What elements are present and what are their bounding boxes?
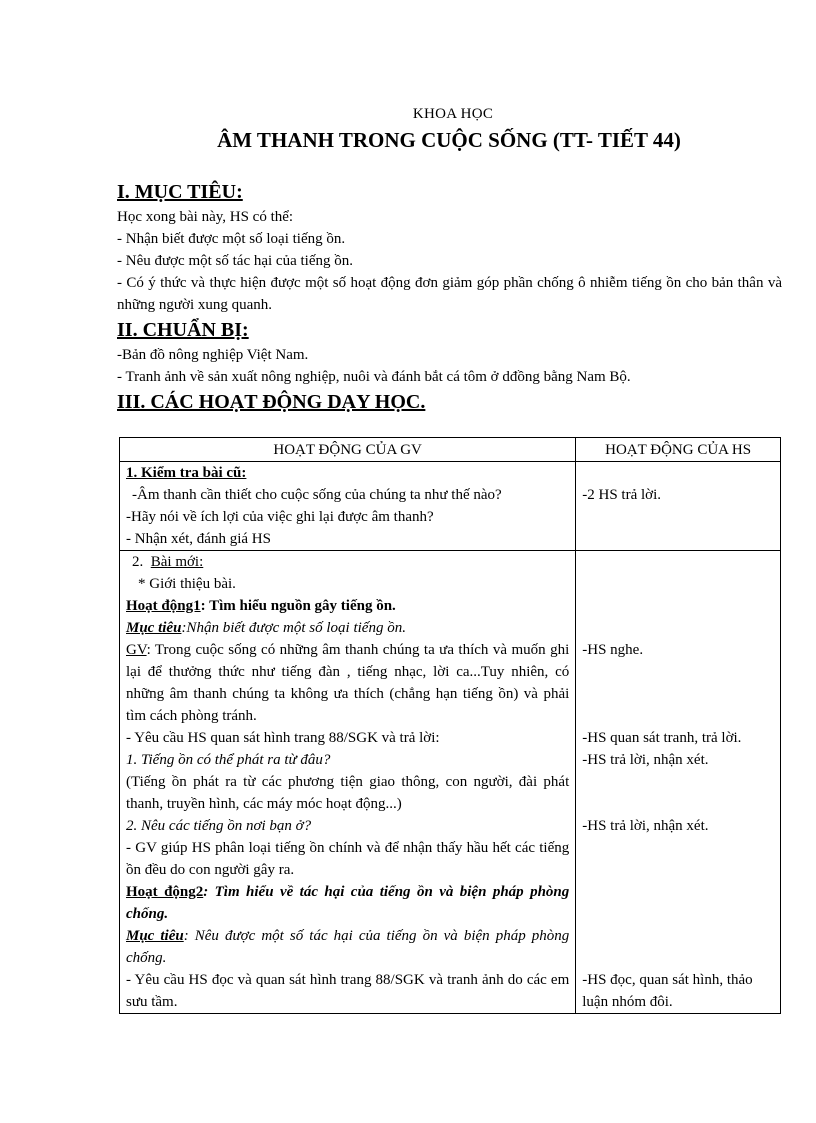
- lesson-title: [126, 551, 569, 573]
- teacher-explanation-text: : Trong cuộc sống có những âm thanh chúng ta ưa thích và muốn ghi lại để thưởng thức như tiếng đàn , tiếng nhạc, lời ca...Tuy nhiên, có những âm thanh chúng ta không ưa thích (chẳng hạn tiếng ồn) và phải tìm cách phòng tránh.: [126, 642, 570, 724]
- request-read: - Yêu cầu HS đọc và quan sát hình trang 88/SGK và tranh ảnh do các em sưu tầm.: [126, 972, 570, 1010]
- objective-text: :Nhận biết được một số loại tiếng ồn.: [181, 620, 406, 636]
- preparation-item: - Tranh ảnh về sản xuất nông nghiệp, nuôi và đánh bắt cá tôm ở dđồng bằng Nam Bộ.: [117, 369, 631, 385]
- student-response: -HS đọc, quan sát hình, thảo luận nhóm đôi.: [582, 972, 753, 1010]
- table-row: [120, 462, 781, 551]
- review-question: -Hãy nói về ích lợi của việc ghi lại được âm thanh?: [126, 509, 434, 525]
- section-heading-activities: III. CÁC HOẠT ĐỘNG DẠY HỌC.: [117, 391, 426, 413]
- student-response: -HS trả lời, nhận xét.: [582, 818, 709, 834]
- student-response: -HS nghe.: [582, 642, 644, 658]
- objective-item: - Có ý thức và thực hiện được một số hoạt động đơn giảm góp phần chống ô nhiễm tiếng ồn cho bản thân và những người xung quanh.: [117, 275, 782, 313]
- activity2-label: Hoạt động2: [126, 884, 204, 900]
- lesson-intro: * Giới thiệu bài.: [138, 576, 236, 592]
- column-header-student: HOẠT ĐỘNG CỦA HS: [576, 438, 781, 462]
- objective-item: - Nhận biết được một số loại tiếng ồn.: [117, 231, 346, 247]
- teacher-help: - GV giúp HS phân loại tiếng ồn chính và để nhận thấy hầu hết các tiếng ồn đều do con người gây ra.: [126, 840, 570, 878]
- table-row: [120, 551, 781, 1014]
- student-cell-lesson: [576, 551, 781, 1014]
- page-title: ÂM THANH TRONG CUỘC SỐNG (TT- TIẾT 44): [217, 128, 681, 152]
- activity2-text: : Tìm hiểu về tác hại của tiếng ồn và biện pháp phòng chống.: [126, 884, 570, 922]
- review-question: -Âm thanh cần thiết cho cuộc sống của chúng ta như thế nào?: [132, 487, 502, 503]
- request-observe: - Yêu cầu HS quan sát hình trang 88/SGK và trả lời:: [126, 730, 440, 746]
- review-title: 1. Kiểm tra bài cũ:: [126, 465, 247, 481]
- student-response: -HS quan sát tranh, trả lời.: [582, 730, 742, 746]
- objectives-intro: Học xong bài này, HS có thể:: [117, 209, 294, 225]
- student-response: -2 HS trả lời.: [582, 487, 662, 503]
- column-header-teacher: HOẠT ĐỘNG CỦA GV: [120, 438, 576, 462]
- activities-table: [119, 437, 781, 1014]
- answer-1: (Tiếng ồn phát ra từ các phương tiện giao thông, con người, đài phát thanh, truyền hình, các máy móc hoạt động...): [126, 774, 570, 812]
- review-question: - Nhận xét, đánh giá HS: [126, 531, 271, 547]
- objective-label: Mục tiêu: [126, 928, 184, 944]
- question-2: 2. Nêu các tiếng ồn nơi bạn ở?: [126, 818, 312, 834]
- activity1-objective: [126, 617, 569, 639]
- teacher-explanation: [126, 639, 569, 727]
- preparation-item: -Bản đồ nông nghiệp Việt Nam.: [117, 347, 309, 363]
- activity1-text: : Tìm hiểu nguồn gây tiếng ồn.: [200, 598, 396, 614]
- teacher-cell-review: [120, 462, 576, 551]
- section-heading-objectives: I. MỤC TIÊU:: [117, 181, 243, 203]
- teacher-cell-lesson: [120, 551, 576, 1014]
- lesson-number: 2.: [132, 554, 144, 570]
- objective-label: Mục tiêu: [126, 620, 182, 636]
- activity2-objective: [126, 925, 569, 969]
- activity1-label: Hoạt động1: [126, 598, 201, 614]
- objective-text: : Nêu được một số tác hại của tiếng ồn và biện pháp phòng chống.: [126, 928, 570, 966]
- student-response: -HS trả lời, nhận xét.: [582, 752, 709, 768]
- subject-label: KHOA HỌC: [412, 106, 494, 122]
- table-header-row: [120, 438, 781, 462]
- lesson-title-text: Bài mới:: [150, 554, 204, 570]
- teacher-label: GV: [126, 642, 147, 658]
- section-heading-preparation: II. CHUẨN BỊ:: [117, 319, 249, 341]
- question-1: 1. Tiếng ồn có thể phát ra từ đâu?: [126, 752, 331, 768]
- activity2-title: [126, 881, 569, 925]
- activity1-title: [126, 595, 569, 617]
- student-cell-review: [576, 462, 781, 551]
- objective-item: - Nêu được một số tác hại của tiếng ồn.: [117, 253, 353, 269]
